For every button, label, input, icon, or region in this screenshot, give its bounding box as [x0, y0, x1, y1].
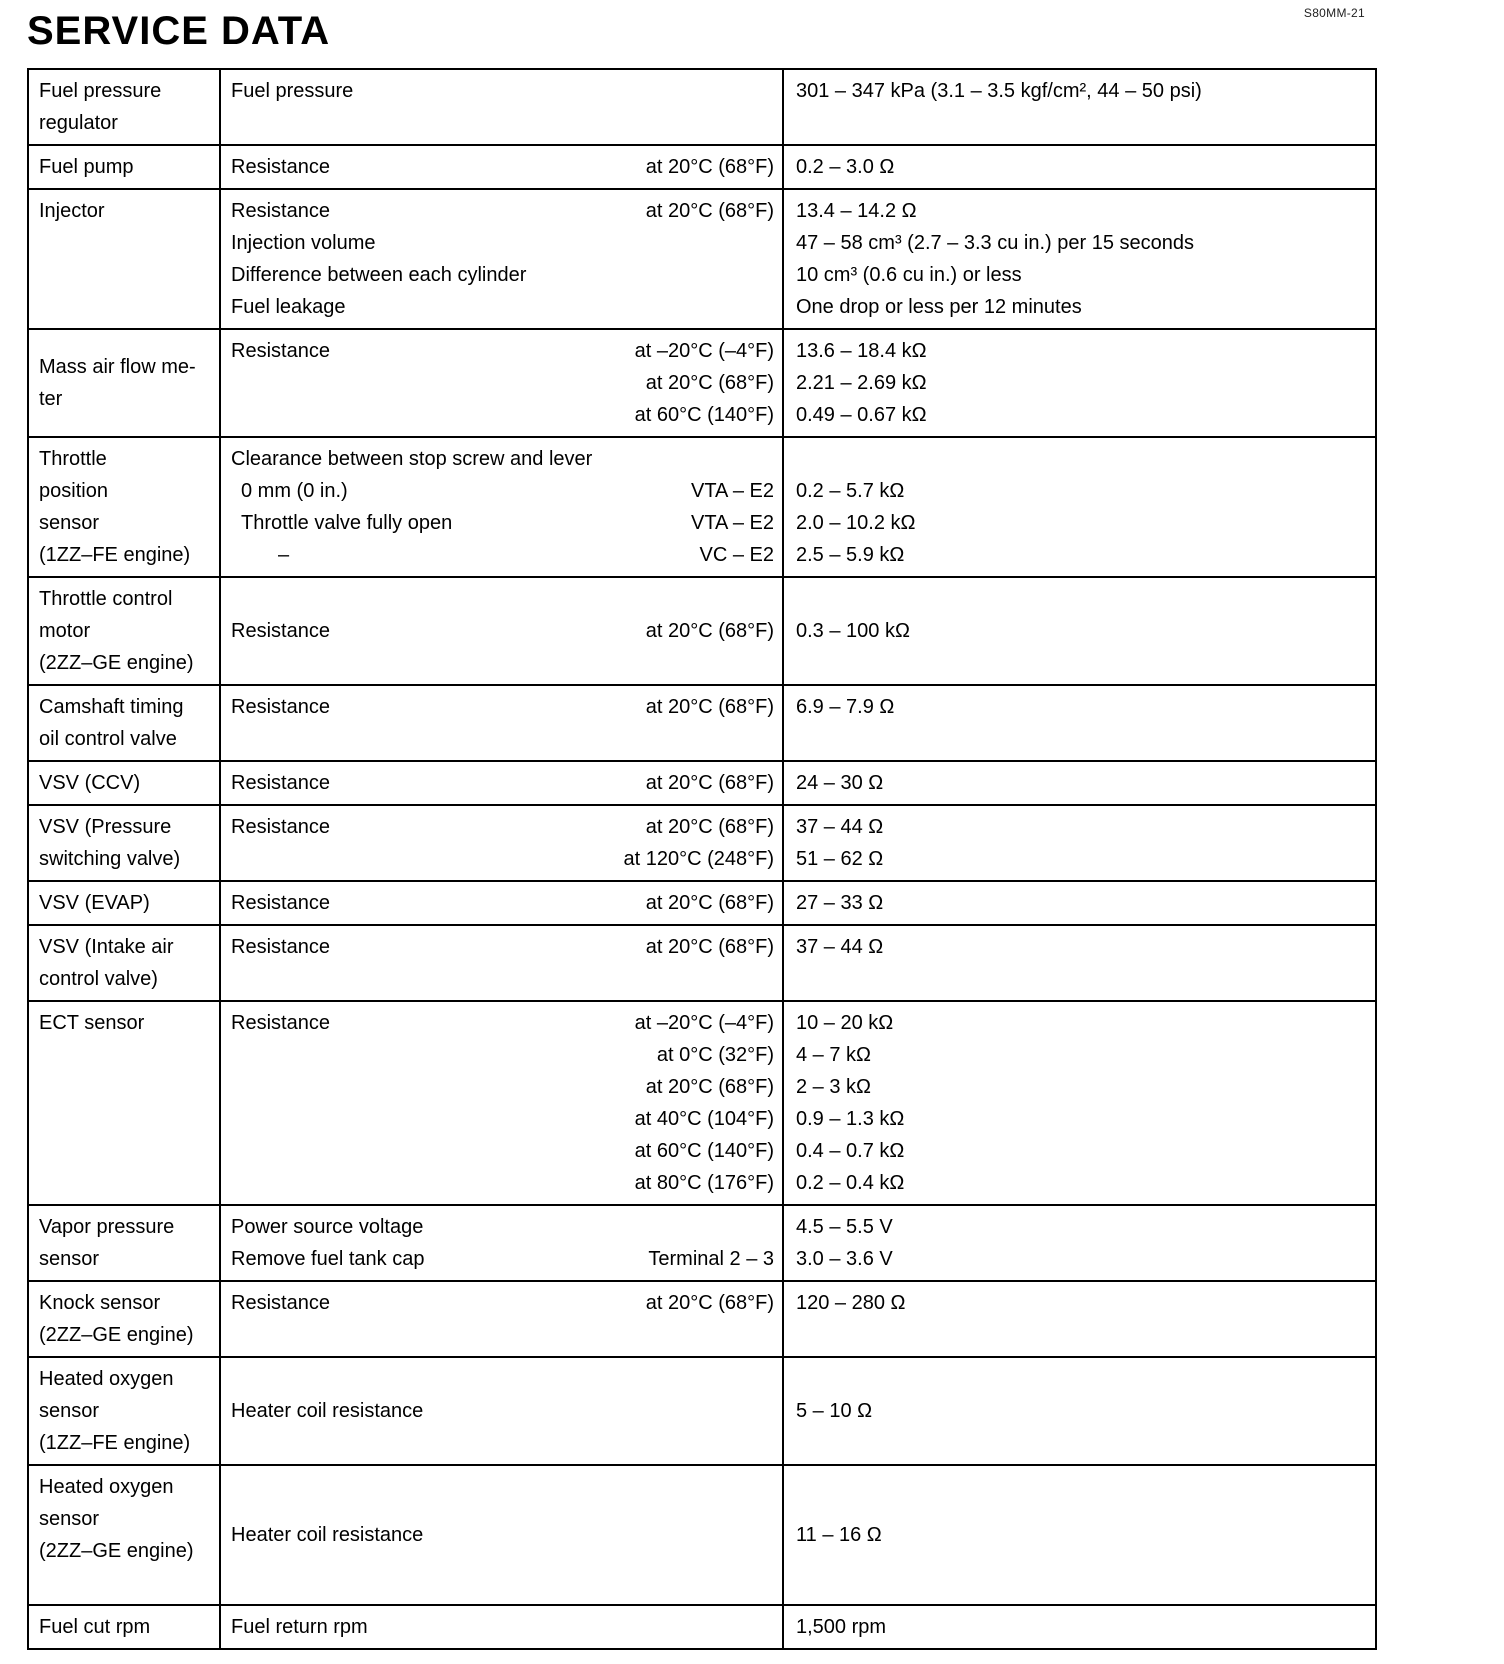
- spec-condition: at 80°C (176°F): [634, 1172, 774, 1194]
- table-row: [29, 924, 1375, 1000]
- spec-description: Fuel return rpm: [231, 1616, 368, 1638]
- spec-line: [231, 1287, 774, 1319]
- spec-description: [231, 367, 638, 399]
- spec-value: 0.4 – 0.7 kΩ: [796, 1140, 905, 1162]
- spec-description: [231, 1103, 627, 1135]
- spec-value: 11 – 16 Ω: [796, 1524, 882, 1546]
- table-row: [29, 1604, 1375, 1648]
- spec-condition: at 20°C (68°F): [645, 892, 774, 914]
- component-cell: [29, 882, 219, 924]
- table-row: [29, 684, 1375, 760]
- spec-line: [231, 1135, 774, 1167]
- value-cell: [784, 762, 1375, 804]
- spec-value: 6.9 – 7.9 Ω: [796, 696, 895, 718]
- spec-description: Power source voltage: [231, 1216, 424, 1238]
- spec-description: Resistance: [231, 772, 330, 794]
- spec-line: [231, 1395, 774, 1427]
- spec-value: 0.9 – 1.3 kΩ: [796, 1108, 905, 1130]
- spec-value: 24 – 30 Ω: [796, 772, 884, 794]
- description-cell: [219, 926, 784, 1000]
- description-cell: [219, 762, 784, 804]
- spec-line: [231, 887, 774, 919]
- spec-condition: at 60°C (140°F): [634, 1140, 774, 1162]
- value-cell: [784, 1466, 1375, 1604]
- description-cell: [219, 70, 784, 144]
- value-cell: [784, 438, 1375, 576]
- spec-line: [231, 291, 774, 323]
- component-cell: [29, 926, 219, 1000]
- spec-value: 51 – 62 Ω: [796, 848, 884, 870]
- spec-value: 47 – 58 cm³ (2.7 – 3.3 cu in.) per 15 seconds: [796, 232, 1194, 254]
- spec-condition: at 20°C (68°F): [645, 1076, 774, 1098]
- spec-description: 0 mm (0 in.): [241, 480, 348, 502]
- spec-line: [231, 843, 774, 875]
- component-cell: [29, 190, 219, 328]
- spec-description: Injection volume: [231, 232, 376, 254]
- table-row: [29, 1280, 1375, 1356]
- spec-value: 0.2 – 5.7 kΩ: [796, 480, 905, 502]
- component-name-line: VSV (EVAP): [39, 892, 150, 914]
- component-name-line: Fuel pressure: [39, 80, 162, 102]
- component-cell: [29, 578, 219, 684]
- spec-condition: at 20°C (68°F): [645, 156, 774, 178]
- spec-condition: at 60°C (140°F): [634, 404, 774, 426]
- component-name-line: Fuel cut rpm: [39, 1616, 151, 1638]
- spec-description: Fuel leakage: [231, 296, 346, 318]
- value-cell: [784, 70, 1375, 144]
- spec-description: Fuel pressure: [231, 80, 354, 102]
- spec-condition: VC – E2: [699, 544, 774, 566]
- component-name-line: regulator: [39, 112, 118, 134]
- spec-description: Difference between each cylinder: [231, 264, 527, 286]
- spec-condition: at 0°C (32°F): [656, 1044, 774, 1066]
- description-cell: [219, 1358, 784, 1464]
- value-cell: [784, 330, 1375, 436]
- description-cell: [219, 882, 784, 924]
- spec-line: [231, 811, 774, 843]
- value-cell: [784, 1358, 1375, 1464]
- spec-line: [231, 259, 774, 291]
- spec-condition: at 20°C (68°F): [645, 816, 774, 838]
- spec-condition: at 120°C (248°F): [623, 848, 774, 870]
- spec-line: [231, 539, 774, 571]
- component-cell: [29, 146, 219, 188]
- component-cell: [29, 1466, 219, 1604]
- spec-value: 2 – 3 kΩ: [796, 1076, 871, 1098]
- spec-value: One drop or less per 12 minutes: [796, 296, 1082, 318]
- description-cell: [219, 1206, 784, 1280]
- spec-description: Resistance: [231, 1012, 330, 1034]
- spec-value: 301 – 347 kPa (3.1 – 3.5 kgf/cm², 44 – 50 psi): [796, 80, 1202, 102]
- value-cell: [784, 1282, 1375, 1356]
- component-name-line: Throttle control: [39, 588, 173, 610]
- spec-description: –: [278, 544, 290, 566]
- spec-description: [231, 843, 615, 875]
- spec-description: Heater coil resistance: [231, 1400, 424, 1422]
- spec-line: [231, 1007, 774, 1039]
- table-row: [29, 144, 1375, 188]
- component-name-line: ECT sensor: [39, 1012, 145, 1034]
- spec-value: 0.3 – 100 kΩ: [796, 620, 910, 642]
- component-name-line: Fuel pump: [39, 156, 134, 178]
- spec-value: 120 – 280 Ω: [796, 1292, 906, 1314]
- description-cell: [219, 190, 784, 328]
- page-title: SERVICE DATA: [27, 9, 331, 53]
- spec-value: 4 – 7 kΩ: [796, 1044, 871, 1066]
- spec-line: [231, 367, 774, 399]
- component-name-line: sensor: [39, 1248, 100, 1270]
- spec-description: Resistance: [231, 816, 330, 838]
- description-cell: [219, 1466, 784, 1604]
- spec-value: 3.0 – 3.6 V: [796, 1248, 893, 1270]
- component-name-line: (1ZZ–FE engine): [39, 1432, 191, 1454]
- table-row: [29, 804, 1375, 880]
- value-cell: [784, 1002, 1375, 1204]
- component-name-line: Throttle: [39, 448, 107, 470]
- spec-description: Remove fuel tank cap: [231, 1248, 425, 1270]
- component-name-line: sensor: [39, 1508, 100, 1530]
- spec-line: [231, 1211, 774, 1243]
- component-cell: [29, 438, 219, 576]
- table-row: [29, 1000, 1375, 1204]
- spec-line: [231, 399, 774, 431]
- spec-description: [231, 399, 627, 431]
- spec-line: [231, 195, 774, 227]
- spec-condition: at 20°C (68°F): [645, 620, 774, 642]
- component-name-line: Injector: [39, 200, 105, 222]
- value-cell: [784, 146, 1375, 188]
- component-cell: [29, 1206, 219, 1280]
- spec-value: 0.2 – 3.0 Ω: [796, 156, 895, 178]
- component-cell: [29, 70, 219, 144]
- spec-line: [231, 335, 774, 367]
- component-cell: [29, 1358, 219, 1464]
- spec-line: [231, 1103, 774, 1135]
- spec-condition: Terminal 2 – 3: [648, 1248, 774, 1270]
- spec-description: [231, 1167, 627, 1199]
- component-cell: [29, 330, 219, 436]
- spec-description: Resistance: [231, 696, 330, 718]
- spec-condition: at –20°C (–4°F): [634, 1012, 774, 1034]
- value-cell: [784, 806, 1375, 880]
- spec-condition: VTA – E2: [690, 512, 774, 534]
- value-cell: [784, 190, 1375, 328]
- spec-description: Heater coil resistance: [231, 1524, 424, 1546]
- spec-condition: at 20°C (68°F): [645, 772, 774, 794]
- spec-line: [231, 1519, 774, 1551]
- spec-condition: at 20°C (68°F): [645, 1292, 774, 1314]
- spec-line: [231, 507, 774, 539]
- spec-value: 0.49 – 0.67 kΩ: [796, 404, 927, 426]
- component-name-line: Heated oxygen: [39, 1476, 174, 1498]
- table-row: [29, 576, 1375, 684]
- spec-line: [231, 443, 774, 475]
- component-cell: [29, 762, 219, 804]
- service-data-table: [27, 68, 1377, 1650]
- spec-description: [231, 1071, 638, 1103]
- component-name-line: (2ZZ–GE engine): [39, 1540, 194, 1562]
- spec-description: Throttle valve fully open: [241, 512, 453, 534]
- spec-value: 27 – 33 Ω: [796, 892, 884, 914]
- description-cell: [219, 578, 784, 684]
- description-cell: [219, 146, 784, 188]
- table-row: [29, 1204, 1375, 1280]
- component-cell: [29, 1606, 219, 1648]
- value-cell: [784, 1206, 1375, 1280]
- component-name-line: sensor: [39, 1400, 100, 1422]
- component-cell: [29, 806, 219, 880]
- component-name-line: (2ZZ–GE engine): [39, 1324, 194, 1346]
- spec-value: 13.6 – 18.4 kΩ: [796, 340, 927, 362]
- component-cell: [29, 1002, 219, 1204]
- spec-condition: at 20°C (68°F): [645, 936, 774, 958]
- spec-description: [231, 1135, 627, 1167]
- spec-description: Resistance: [231, 200, 330, 222]
- spec-description: [231, 1039, 649, 1071]
- spec-line: [231, 615, 774, 647]
- value-cell: [784, 882, 1375, 924]
- table-row: [29, 880, 1375, 924]
- value-cell: [784, 578, 1375, 684]
- value-cell: [784, 686, 1375, 760]
- spec-value: 2.5 – 5.9 kΩ: [796, 544, 905, 566]
- value-cell: [784, 1606, 1375, 1648]
- component-name-line: sensor: [39, 512, 100, 534]
- spec-value: 10 cm³ (0.6 cu in.) or less: [796, 264, 1022, 286]
- spec-line: [231, 1243, 774, 1275]
- spec-condition: at 20°C (68°F): [645, 372, 774, 394]
- table-row: [29, 70, 1375, 144]
- value-cell: [784, 926, 1375, 1000]
- spec-description: Resistance: [231, 892, 330, 914]
- spec-value: 37 – 44 Ω: [796, 936, 884, 958]
- component-name-line: motor: [39, 620, 91, 642]
- component-name-line: Camshaft timing: [39, 696, 184, 718]
- spec-description: Resistance: [231, 1292, 330, 1314]
- component-name-line: VSV (Pressure: [39, 816, 172, 838]
- spec-description: Resistance: [231, 340, 330, 362]
- description-cell: [219, 330, 784, 436]
- component-name-line: switching valve): [39, 848, 181, 870]
- component-name-line: Knock sensor: [39, 1292, 161, 1314]
- spec-line: [231, 227, 774, 259]
- table-row: [29, 1356, 1375, 1464]
- spec-value: 5 – 10 Ω: [796, 1400, 873, 1422]
- description-cell: [219, 1002, 784, 1204]
- spec-description: Resistance: [231, 936, 330, 958]
- service-data-page: [27, 6, 1377, 1650]
- component-cell: [29, 686, 219, 760]
- spec-line: [231, 1167, 774, 1199]
- spec-value: [796, 443, 1365, 475]
- document-code: S80MM-21: [1303, 6, 1365, 20]
- description-cell: [219, 1282, 784, 1356]
- spec-condition: VTA – E2: [690, 480, 774, 502]
- spec-value: 13.4 – 14.2 Ω: [796, 200, 917, 222]
- spec-value: 1,500 rpm: [796, 1616, 887, 1638]
- component-name-line: (1ZZ–FE engine): [39, 544, 191, 566]
- component-name-line: Mass air flow me-: [39, 356, 196, 378]
- spec-line: [231, 1039, 774, 1071]
- spec-value: 10 – 20 kΩ: [796, 1012, 894, 1034]
- table-row: [29, 328, 1375, 436]
- spec-line: [231, 75, 774, 107]
- spec-value: 37 – 44 Ω: [796, 816, 884, 838]
- component-name-line: control valve): [39, 968, 158, 990]
- component-name-line: ter: [39, 388, 63, 410]
- spec-condition: at 20°C (68°F): [645, 200, 774, 222]
- component-name-line: VSV (Intake air: [39, 936, 174, 958]
- spec-value: 2.0 – 10.2 kΩ: [796, 512, 916, 534]
- spec-condition: at 20°C (68°F): [645, 696, 774, 718]
- description-cell: [219, 438, 784, 576]
- spec-line: [231, 151, 774, 183]
- spec-description: Resistance: [231, 156, 330, 178]
- component-name-line: Heated oxygen: [39, 1368, 174, 1390]
- component-name-line: Vapor pressure: [39, 1216, 175, 1238]
- component-name-line: oil control valve: [39, 728, 177, 750]
- spec-condition: at –20°C (–4°F): [634, 340, 774, 362]
- table-row: [29, 436, 1375, 576]
- component-name-line: (2ZZ–GE engine): [39, 652, 194, 674]
- spec-value: 0.2 – 0.4 kΩ: [796, 1172, 905, 1194]
- spec-line: [231, 691, 774, 723]
- description-cell: [219, 1606, 784, 1648]
- table-row: [29, 188, 1375, 328]
- spec-condition: at 40°C (104°F): [634, 1108, 774, 1130]
- component-name-line: VSV (CCV): [39, 772, 141, 794]
- spec-description: Clearance between stop screw and lever: [231, 448, 593, 470]
- spec-value: 2.21 – 2.69 kΩ: [796, 372, 927, 394]
- spec-line: [231, 475, 774, 507]
- description-cell: [219, 806, 784, 880]
- table-row: [29, 1464, 1375, 1604]
- description-cell: [219, 686, 784, 760]
- spec-line: [231, 767, 774, 799]
- spec-value: 4.5 – 5.5 V: [796, 1216, 893, 1238]
- spec-line: [231, 931, 774, 963]
- component-cell: [29, 1282, 219, 1356]
- spec-line: [231, 1071, 774, 1103]
- table-row: [29, 760, 1375, 804]
- component-name-line: position: [39, 480, 108, 502]
- spec-line: [231, 1611, 774, 1643]
- spec-description: Resistance: [231, 620, 330, 642]
